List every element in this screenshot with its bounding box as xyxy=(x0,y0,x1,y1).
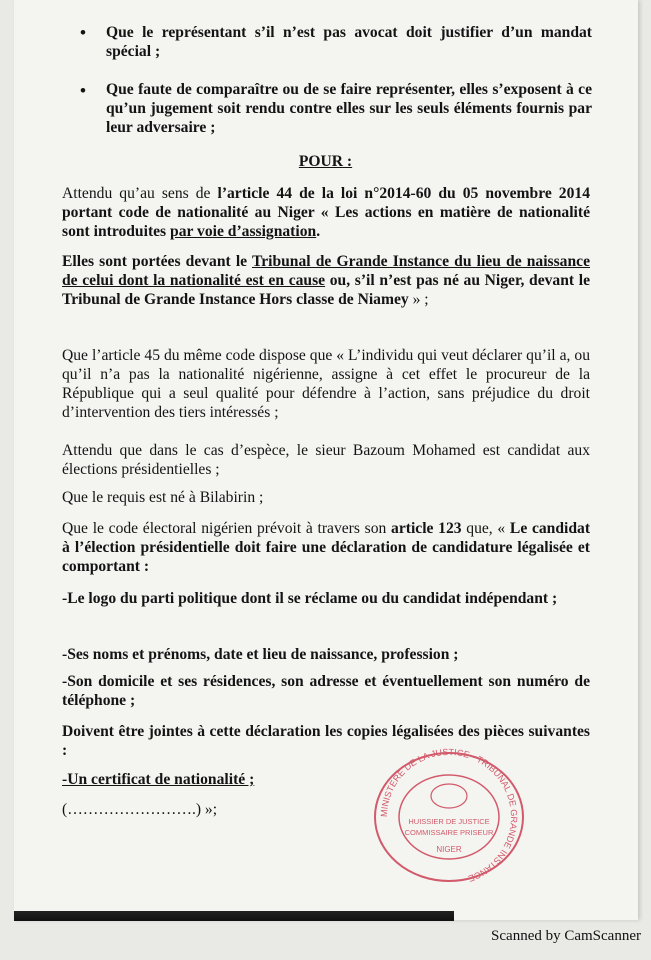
camscanner-watermark: Scanned by CamScanner xyxy=(491,928,641,944)
paragraph-article-123: Que le code électoral nigérien prévoit à travers son article 123 que, « Le candidat à l’élection présidentielle doit faire une déclaration de candidature légalisée et comportant : xyxy=(62,520,591,575)
official-stamp xyxy=(370,748,528,886)
list-item-logo: -Le logo du parti politique dont il se réclame ou du candidat indépendant ; xyxy=(62,590,558,607)
paragraph-birthplace: Que le requis est né à Bilabirin ; xyxy=(62,489,264,506)
paragraph-tribunal: Elles sont portées devant le Tribunal de Grande Instance du lieu de naissance de celui dont la nationalité est en cause ou, s’il n’est pas né au Niger, devant le Tribunal de Grande Instance Hors classe de Niamey » ; xyxy=(62,253,590,308)
paragraph-candidate: Attendu que dans le cas d’espèce, le sieur Bazoum Mohamed est candidat aux élections présidentielles ; xyxy=(62,442,590,478)
scan-edge-bar xyxy=(14,911,454,921)
list-item-names: -Ses noms et prénoms, date et lieu de naissance, profession ; xyxy=(62,646,459,663)
stamp-emblem xyxy=(431,784,467,808)
ellipsis-placeholder: (…………………….) »; xyxy=(62,801,218,818)
paragraph-documents: Doivent être jointes à cette déclaration les copies légalisées des pièces suivantes : xyxy=(62,723,590,759)
section-heading: POUR : xyxy=(298,153,353,170)
list-item-certificate: -Un certificat de nationalité ; xyxy=(62,771,255,788)
stamp-line-2: COMMISSAIRE PRISEUR xyxy=(404,828,494,837)
stamp-country: NIGER xyxy=(436,845,462,854)
bullet-marker: • xyxy=(80,81,86,100)
bullet-marker: • xyxy=(80,23,86,42)
paragraph-article-45: Que l’article 45 du même code dispose que « L’individu qui veut déclarer qu’il a, ou qu’il n’a pas la nationalité nigérienne, assigne à cet effet le procureur de la République qui a seul qualité pour défendre à l’action, sans préjudice du droit d’intervention des tiers intéressés ; xyxy=(62,347,590,421)
list-item-domicile: -Son domicile et ses résidences, son adresse et éventuellement son numéro de téléphone ; xyxy=(62,673,590,709)
bullet-item: Que faute de comparaître ou de se faire représenter, elles s’exposent à ce qu’un jugement soit rendu contre elles sur les seuls éléments fournis par leur adversaire ; xyxy=(106,81,592,136)
stamp-ring-text: MINISTERE DE LA JUSTICE · TRIBUNAL DE GRANDE INSTANCE xyxy=(378,748,520,884)
stamp-line-1: HUISSIER DE JUSTICE xyxy=(408,817,490,826)
bullet-item: Que le représentant s’il n’est pas avocat doit justifier d’un mandat spécial ; xyxy=(106,24,592,60)
paragraph-article-44: Attendu qu’au sens de l’article 44 de la loi n°2014-60 du 05 novembre 2014 portant code de nationalité au Niger « Les actions en matière de nationalité sont introduites par voie d’assignation. xyxy=(62,185,590,240)
